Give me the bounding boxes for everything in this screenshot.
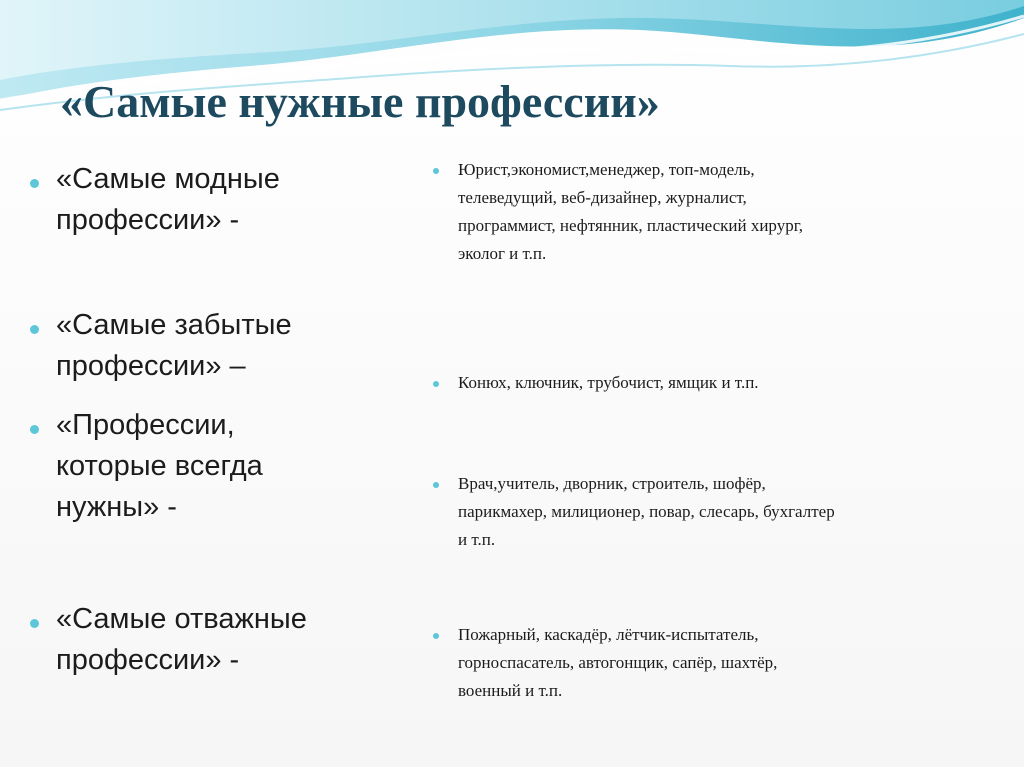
left-item-brave: «Самые отважные профессии» - [56, 603, 307, 676]
left-item-fashionable: «Самые модные профессии» - [56, 163, 280, 236]
right-item-forgotten: Конюх, ключник, трубочист, ямщик и т.п. [458, 373, 759, 392]
slide-title: «Самые нужные профессии» [60, 76, 660, 127]
bullet-icon [30, 179, 39, 188]
bullet-icon [30, 619, 39, 628]
bullet-icon [433, 482, 439, 488]
bullet-icon [433, 381, 439, 387]
left-item-always-needed: «Профессии, которые всегда нужны» - [56, 409, 263, 523]
bullet-icon [433, 168, 439, 174]
bullet-icon [30, 425, 39, 434]
right-item-brave: Пожарный, каскадёр, лётчик-испытатель, горноспасатель, автогонщик, сапёр, шахтёр, военный и т.п. [458, 625, 778, 700]
right-item-fashionable: Юрист,экономист,менеджер, топ-модель, телеведущий, веб-дизайнер, журналист, программист, нефтянник, пластический хирург, эколог и т.п. [458, 160, 804, 263]
left-item-forgotten: «Самые забытые профессии» – [56, 309, 292, 382]
right-item-always-needed: Врач,учитель, дворник, строитель, шофёр, парикмахер, милиционер, повар, слесарь, бухгалтер и т.п. [458, 474, 835, 549]
bullet-icon [30, 325, 39, 334]
bullet-icon [433, 633, 439, 639]
